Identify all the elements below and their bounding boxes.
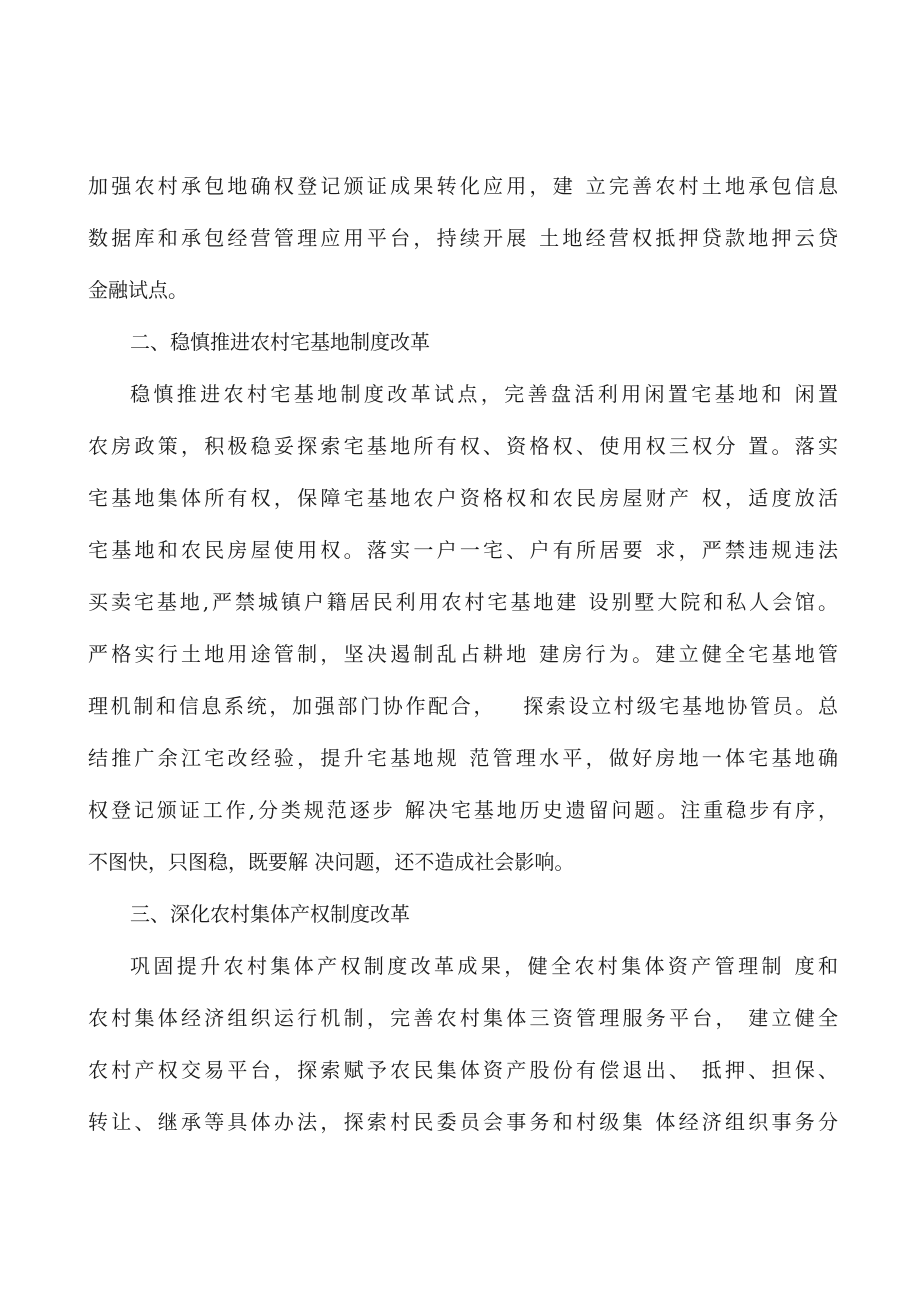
- paragraph-line: 宅基地集体所有权，保障宅基地农户资格权和农民房屋财产 权，适度放活: [88, 486, 838, 510]
- paragraph-line: 不图快，只图稳，既要解 决问题，还不造成社会影响。: [88, 850, 575, 874]
- paragraph-line: 金融试点。: [88, 278, 188, 302]
- paragraph-line: 权登记颁证工作,分类规范逐步 解决宅基地历史遗留问题。注重稳步有序，: [88, 798, 838, 822]
- paragraph-line: 宅基地和农民房屋使用权。落实一户一宅、户有所居要 求，严禁违规违法: [88, 538, 838, 562]
- paragraph-line: 数据库和承包经营管理应用平台，持续开展 土地经营权抵押贷款地押云贷: [88, 226, 838, 250]
- section-heading-2: 二、稳慎推进农村宅基地制度改革: [130, 330, 430, 354]
- paragraph-line: 巩固提升农村集体产权制度改革成果，健全农村集体资产管理制 度和: [130, 954, 838, 978]
- section-heading-3: 三、深化农村集体产权制度改革: [130, 902, 410, 926]
- paragraph-line: 稳慎推进农村宅基地制度改革试点，完善盘活利用闲置宅基地和 闲置: [130, 382, 838, 406]
- paragraph-line: 严格实行土地用途管制，坚决遏制乱占耕地 建房行为。建立健全宅基地管: [88, 642, 838, 666]
- paragraph-line: 转让、继承等具体办法，探索村民委员会事务和村级集 体经济组织事务分: [88, 1110, 838, 1134]
- paragraph-line: 农村集体经济组织运行机制，完善农村集体三资管理服务平台， 建立健全: [88, 1006, 838, 1030]
- paragraph-line: 农房政策，积极稳妥探索宅基地所有权、资格权、使用权三权分 置。落实: [88, 434, 838, 458]
- paragraph-line: 理机制和信息系统，加强部门协作配合， 探索设立村级宅基地协管员。总: [88, 694, 838, 718]
- paragraph-line: 买卖宅基地,严禁城镇户籍居民利用农村宅基地建 设别墅大院和私人会馆。: [88, 590, 838, 614]
- paragraph-line: 农村产权交易平台，探索赋予农民集体资产股份有偿退出、 抵押、担保、: [88, 1058, 838, 1082]
- paragraph-line: 加强农村承包地确权登记颁证成果转化应用，建 立完善农村土地承包信息: [88, 174, 838, 198]
- paragraph-line: 结推广余江宅改经验，提升宅基地规 范管理水平，做好房地一体宅基地确: [88, 746, 838, 770]
